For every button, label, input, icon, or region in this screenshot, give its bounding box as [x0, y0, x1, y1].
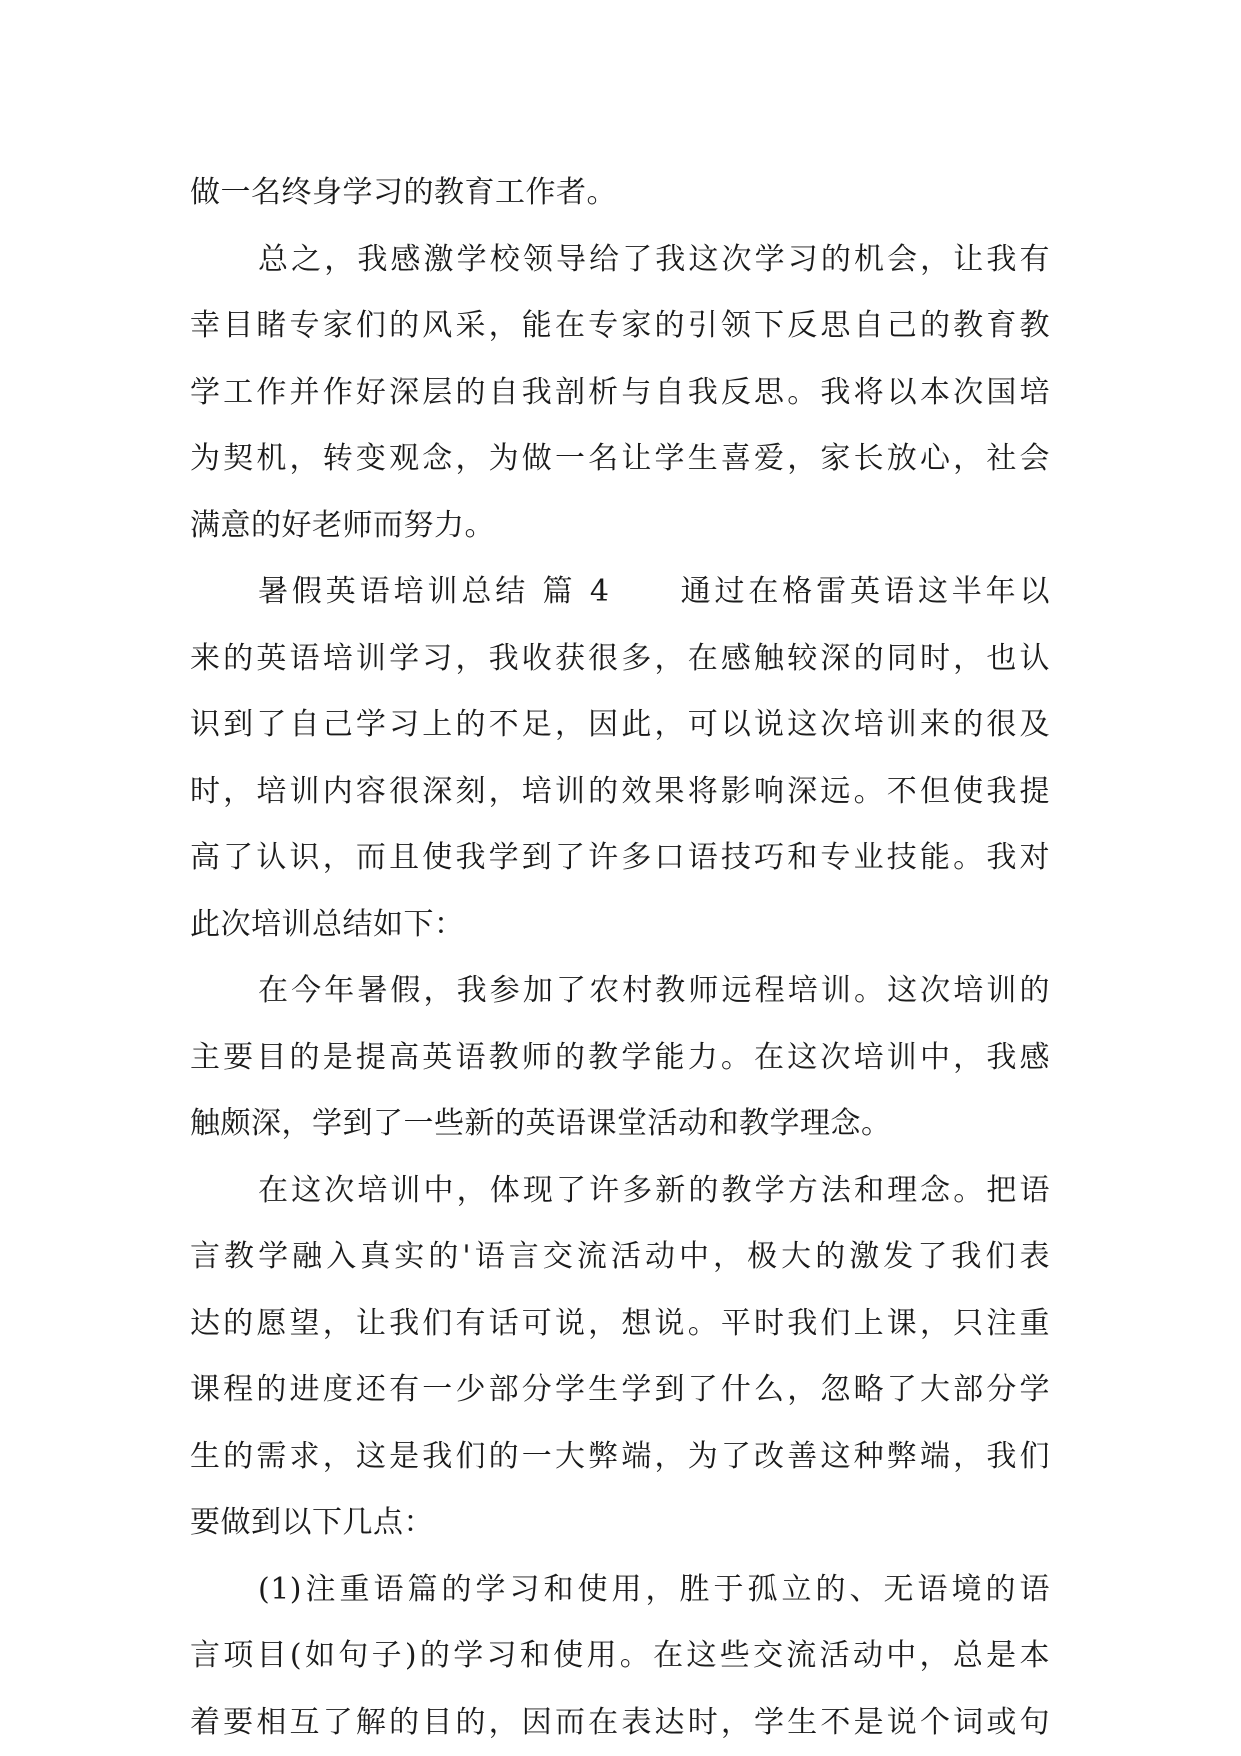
text-line: 言项目(如句子)的学习和使用。在这些交流活动中，总是本: [190, 1623, 1050, 1690]
text-line: (1)注重语篇的学习和使用，胜于孤立的、无语境的语: [190, 1557, 1050, 1624]
text-line: 高了认识，而且使我学到了许多口语技巧和专业技能。我对: [190, 825, 1050, 892]
text-line: 生的需求，这是我们的一大弊端，为了改善这种弊端，我们: [190, 1424, 1050, 1491]
text-line: 此次培训总结如下：: [190, 892, 1050, 959]
text-line: 课程的进度还有一少部分学生学到了什么，忽略了大部分学: [190, 1357, 1050, 1424]
text-line: 学工作并作好深层的自我剖析与自我反思。我将以本次国培: [190, 360, 1050, 427]
text-line: 触颇深，学到了一些新的英语课堂活动和教学理念。: [190, 1091, 1050, 1158]
text-line: 要做到以下几点：: [190, 1490, 1050, 1557]
text-line: 达的愿望，让我们有话可说，想说。平时我们上课，只注重: [190, 1291, 1050, 1358]
text-line: 总之，我感激学校领导给了我这次学习的机会，让我有: [190, 227, 1050, 294]
text-line: 暑假英语培训总结 篇 4 通过在格雷英语这半年以: [190, 559, 1050, 626]
text-line: 时，培训内容很深刻，培训的效果将影响深远。不但使我提: [190, 759, 1050, 826]
text-line: 着要相互了解的目的，因而在表达时，学生不是说个词或句: [190, 1690, 1050, 1756]
text-line: 识到了自己学习上的不足，因此，可以说这次培训来的很及: [190, 692, 1050, 759]
text-line: 来的英语培训学习，我收获很多，在感触较深的同时，也认: [190, 626, 1050, 693]
text-line: 在今年暑假，我参加了农村教师远程培训。这次培训的: [190, 958, 1050, 1025]
text-line: 为契机，转变观念，为做一名让学生喜爱，家长放心，社会: [190, 426, 1050, 493]
text-line: 满意的好老师而努力。: [190, 493, 1050, 560]
body-text: [190, 160, 1050, 1756]
text-line: 做一名终身学习的教育工作者。: [190, 160, 1050, 227]
text-line: 幸目睹专家们的风采，能在专家的引领下反思自己的教育教: [190, 293, 1050, 360]
text-line: 主要目的是提高英语教师的教学能力。在这次培训中，我感: [190, 1025, 1050, 1092]
text-line: 在这次培训中，体现了许多新的教学方法和理念。把语: [190, 1158, 1050, 1225]
text-line: 言教学融入真实的'语言交流活动中，极大的激发了我们表: [190, 1224, 1050, 1291]
